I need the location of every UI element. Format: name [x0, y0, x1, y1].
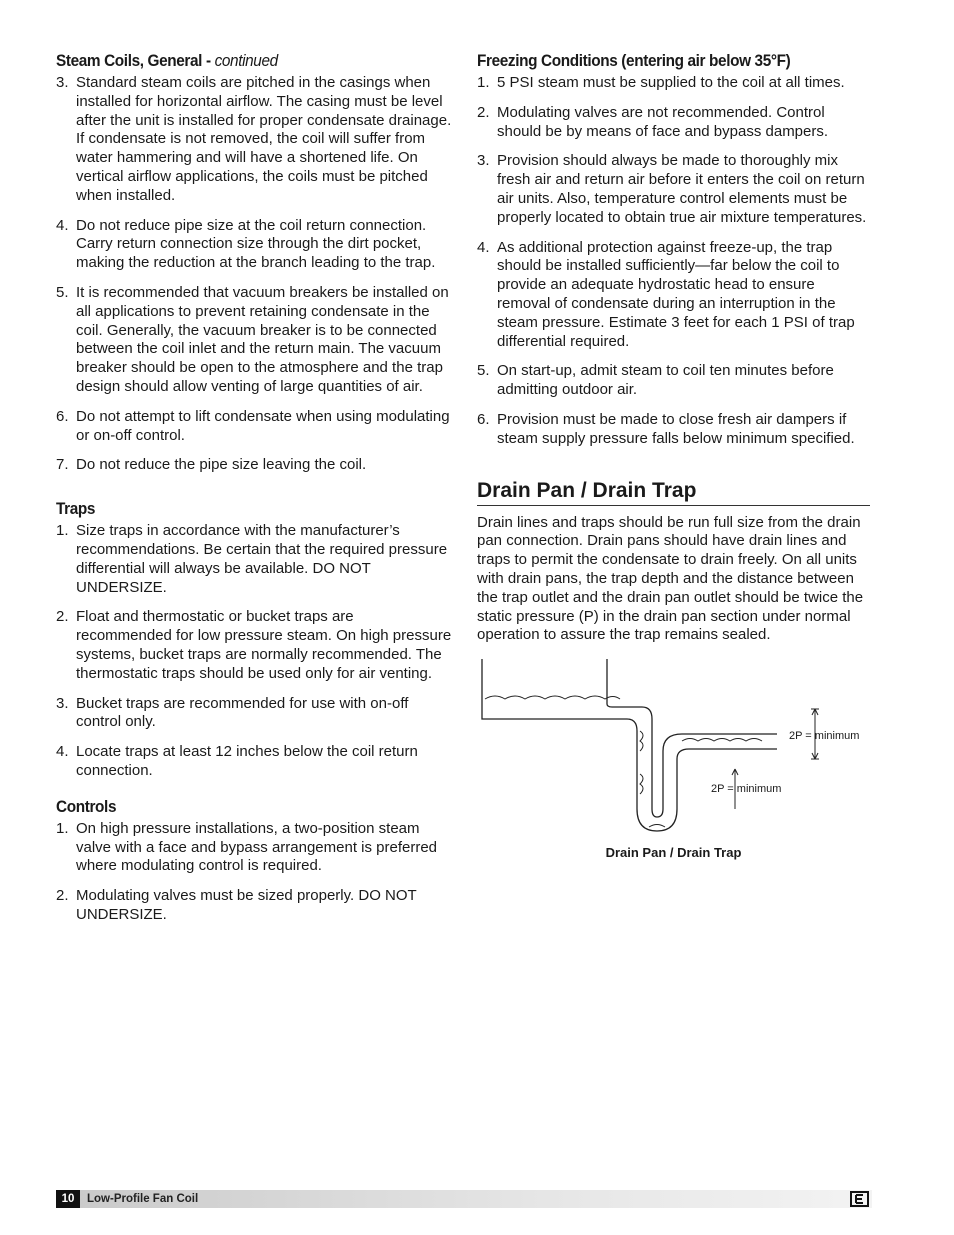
list-item-number: 4.	[477, 238, 490, 256]
list-item-text: Locate traps at least 12 inches below the coil return connection.	[76, 743, 418, 779]
list-item-number: 6.	[477, 410, 490, 428]
list-item-text: On start-up, admit steam to coil ten minutes before admitting outdoor air.	[497, 362, 834, 399]
list-item	[477, 74, 872, 93]
list-item-number: 2.	[477, 103, 490, 121]
page-footer	[56, 1190, 872, 1208]
list-item	[56, 695, 452, 733]
list-item-text: Modulating valves must be sized properly. DO NOT UNDERSIZE.	[76, 887, 417, 923]
list-item	[56, 217, 452, 273]
list-item-text: It is recommended that vacuum breakers be installed on all applications to prevent retaining condensate in the coil. Generally, the vacuum breaker is to be connected between the coil inlet and the return main. The vacuum breaker should be open to the atmosphere and the trap design should allow venting of large quantities of air.	[76, 283, 449, 395]
list-item	[56, 74, 452, 206]
list-item-text: As additional protection against freeze-up, the trap should be installed sufficiently—far below the coil to provide an adequate hydrostatic head to ensure removal of condensate during an interruption in the steam pressure. Estimate 3 feet for each 1 PSI of trap differential required.	[497, 238, 855, 350]
list-item-number: 7.	[56, 456, 69, 474]
dimension-label-top: 2P = minimum	[789, 730, 860, 743]
list-item-text: Provision should always be made to thoroughly mix fresh air and return air before it enters the coil on return air units. Also, temperature control elements must be properly located to obtain true air mixture temperatures.	[497, 152, 867, 226]
steam-coils-list	[56, 74, 452, 475]
list-item	[56, 608, 452, 683]
traps-list	[56, 522, 452, 781]
controls-heading: Controls	[56, 797, 117, 816]
list-item-text: Bucket traps are recommended for use with on-off control only.	[76, 694, 409, 731]
diagram-caption: Drain Pan / Drain Trap	[605, 845, 742, 861]
drain-pan-paragraph: Drain lines and traps should be run full size from the drain pan connection. Drain pans should have drain lines and traps to permit the condensate to drain freely. On all units with drain pans, the trap depth and the distance between the trap outlet and the drain pan outlet should be twice the static pressure (P) in the drain pan section under normal operation to assure the trap remains sealed.	[477, 513, 864, 644]
list-item-number: 4.	[56, 216, 69, 234]
list-item-text: Size traps in accordance with the manufacturer’s recommendations. Be certain that the required pressure differential will always be available. DO NOT UNDERSIZE.	[76, 522, 448, 596]
traps-heading: Traps	[56, 500, 96, 519]
list-item-number: 3.	[56, 694, 69, 712]
list-item-number: 2.	[56, 608, 69, 626]
dimension-label-bottom: 2P = minimum	[711, 783, 782, 796]
list-item-number: 3.	[56, 74, 69, 91]
list-item-text: Do not reduce the pipe size leaving the coil.	[76, 456, 367, 474]
list-item	[477, 104, 872, 142]
drain-pan-heading: Drain Pan / Drain Trap	[477, 479, 870, 506]
freezing-conditions-list	[477, 74, 872, 449]
list-item-text: Do not reduce pipe size at the coil return connection. Carry return connection size through the dirt pocket, making the reduction at the branch leading to the trap.	[76, 216, 436, 272]
list-item-text: Do not attempt to lift condensate when using modulating or on-off control.	[76, 407, 450, 444]
controls-list	[56, 820, 452, 925]
left-column	[56, 52, 452, 936]
list-item-number: 2.	[56, 887, 69, 905]
list-item	[477, 362, 872, 400]
list-item-number: 1.	[56, 819, 69, 837]
list-item-text: Standard steam coils are pitched in the casings when installed for horizontal airflow. The casing must be level after the unit is installed for proper condensate drainage. If condensate is not removed, the coil will suffer from water hammering and will have a shortened life. On vertical airflow applications, the coils must be pitched when installed.	[76, 74, 452, 204]
list-item-number: 6.	[56, 407, 69, 425]
freezing-conditions-heading: Freezing Conditions (entering air below 35°F)	[477, 52, 791, 70]
list-item	[477, 239, 872, 352]
list-item-number: 5.	[56, 283, 69, 301]
page-number: 10	[56, 1190, 80, 1208]
brand-logo-icon	[850, 1191, 870, 1207]
footer-title: Low-Profile Fan Coil	[87, 1193, 199, 1205]
list-item-number: 1.	[477, 74, 490, 91]
list-item	[56, 887, 452, 925]
drain-trap-diagram	[477, 659, 870, 841]
list-item	[477, 152, 872, 227]
list-item	[56, 408, 452, 446]
list-item	[56, 820, 452, 876]
drain-trap-drawing	[477, 659, 870, 841]
list-item	[56, 284, 452, 397]
list-item-text: Float and thermostatic or bucket traps are recommended for low pressure steam. On high pressure systems, bucket traps are normally recommended. The thermostatic traps should be used only for air venting.	[76, 608, 452, 682]
list-item-text: 5 PSI steam must be supplied to the coil at all times.	[497, 74, 845, 91]
list-item-text: On high pressure installations, a two-position steam valve with a face and bypass arrangement is preferred where modulating control is required.	[76, 819, 438, 875]
list-item	[56, 456, 452, 475]
list-item-number: 3.	[477, 152, 490, 170]
list-item-number: 1.	[56, 522, 69, 540]
list-item	[56, 743, 452, 781]
list-item	[56, 522, 452, 597]
right-column	[477, 52, 872, 860]
list-item-number: 5.	[477, 362, 490, 380]
steam-coils-heading: Steam Coils, General - continued	[56, 52, 278, 70]
list-item-text: Modulating valves are not recommended. Control should be by means of face and bypass dampers.	[497, 103, 829, 140]
list-item-number: 4.	[56, 743, 69, 761]
list-item	[477, 411, 872, 449]
list-item-text: Provision must be made to close fresh air dampers if steam supply pressure falls below minimum specified.	[497, 410, 855, 447]
